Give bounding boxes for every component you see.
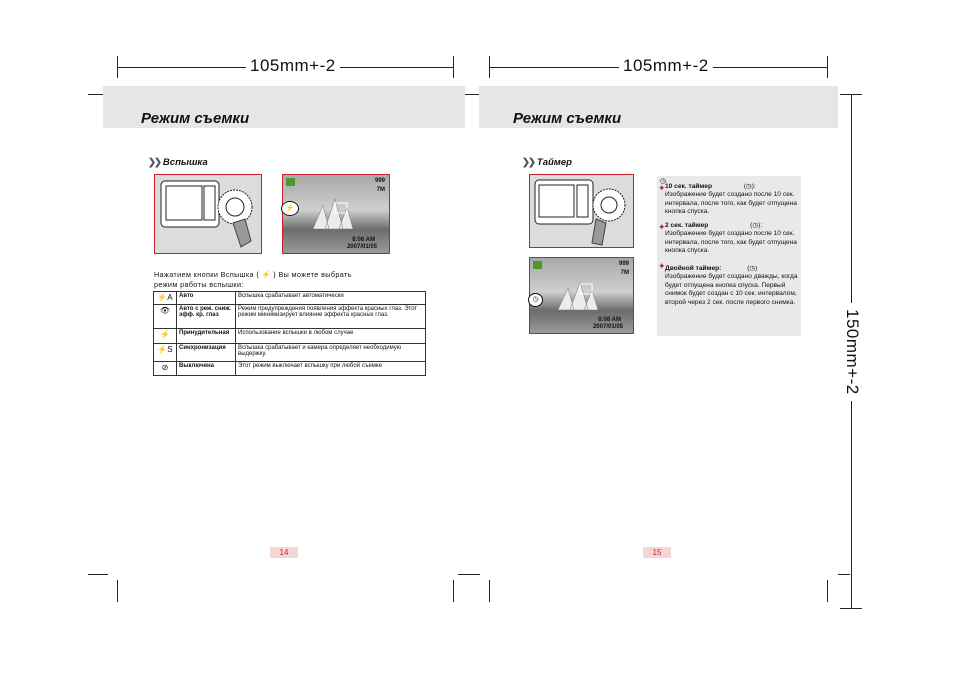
crop-mark <box>88 574 108 575</box>
dim-label-right: 150mm+-2 <box>842 303 862 401</box>
page-number-left: 14 <box>270 547 298 558</box>
chevron-right-icon: ❯❯ <box>522 157 534 168</box>
lcd-preview <box>529 257 634 334</box>
dim-tick <box>453 56 454 78</box>
capture-date: 2007/01/05 <box>592 324 623 330</box>
timer-2s-heading: 2 сек. таймер <box>665 222 709 229</box>
crop-mark <box>838 574 850 575</box>
flash-modes-table <box>153 291 426 376</box>
star-icon: ✦ <box>658 183 666 193</box>
timer-2s-icon: (◷): <box>750 222 763 229</box>
flash-icon: ⚡ <box>259 270 274 279</box>
camera-back-illustration <box>154 174 262 254</box>
page-number-right: 15 <box>643 547 671 558</box>
lcd-preview <box>282 174 390 254</box>
table-row: 👁 Авто с реж. сниж. эфф. кр. глаз Режим предупреждения появления эффекта красных глаз. Этот режим минимизирует влияние эффекта красных глаз. <box>154 305 426 329</box>
capture-time: 8:08 AM <box>598 317 621 323</box>
star-icon: ✦ <box>658 261 666 271</box>
dim-tick <box>117 56 118 78</box>
table-row: ⚡S Синхронизация Вспышка срабатывает и камера определяет необходимую выдержку. <box>154 344 426 362</box>
star-icon: ✦ <box>658 222 666 232</box>
image-size: 7M <box>620 270 629 276</box>
chevron-right-icon: ❯❯ <box>148 157 160 168</box>
timer-double-heading: Двойной таймер: <box>665 265 722 272</box>
camera-mode-icon <box>286 178 295 186</box>
timer-2s-description: Изображение будет создано после 10 сек. интервала, после того, как будет отпущена кнопка спуска. <box>665 230 797 255</box>
timer-10s-heading: 10 сек. таймер <box>665 183 712 190</box>
section-heading-timer: ❯❯ Таймер <box>522 157 572 168</box>
camera-mode-icon <box>533 261 542 269</box>
camera-back-illustration <box>529 174 634 248</box>
table-row: ⊘ Выключена Этот режим выключает вспышку при любой съемке <box>154 362 426 376</box>
shots-remaining: 999 <box>618 261 629 267</box>
table-row: ⚡A Авто Вспышка срабатывает автоматически <box>154 292 426 305</box>
dim-tick <box>840 94 862 95</box>
dim-label-top-left: 105mm+-2 <box>246 56 340 76</box>
capture-time: 8:08 AM <box>352 237 375 243</box>
dim-tick <box>827 56 828 78</box>
crop-mark <box>827 580 828 602</box>
flash-sync-icon: ⚡S <box>154 344 177 362</box>
page-title: Режим съемки <box>141 110 250 127</box>
crop-mark <box>453 580 454 602</box>
crop-mark <box>117 580 118 602</box>
dim-tick <box>489 56 490 78</box>
flash-forced-icon: ⚡ <box>154 329 177 344</box>
flash-off-icon: ⊘ <box>154 362 177 376</box>
table-row: ⚡ Принудительная Использование вспышки в любом случае <box>154 329 426 344</box>
camera-back-drawing <box>155 175 261 253</box>
timer-double-icon: (◷) <box>747 265 758 272</box>
dim-label-top-right: 105mm+-2 <box>619 56 713 76</box>
flash-auto-icon: ⚡A <box>154 292 177 305</box>
image-size: 7M <box>376 187 385 193</box>
flash-intro-text: Нажатием кнопки Вспышка ( ⚡ ) Вы можете выбрать режим работы вспышки: <box>154 270 352 289</box>
flash-indicator-circle: ⚡ <box>281 201 299 216</box>
timer-10s-description: Изображение будет создано после 10 сек. интервала, после того, как будет отпущена кнопка спуска. <box>665 191 797 216</box>
timer-10s-icon: (◷): <box>743 183 756 190</box>
self-timer-indicator-circle: ◷ <box>528 293 543 307</box>
page-title-banner-right <box>479 86 838 128</box>
crop-mark <box>489 580 490 602</box>
dim-tick <box>840 608 862 609</box>
camera-back-drawing <box>530 175 633 247</box>
capture-date: 2007/01/05 <box>346 244 377 250</box>
timer-icon: ◷ <box>660 178 667 185</box>
red-eye-icon: 👁 <box>154 305 177 329</box>
crop-mark <box>458 574 480 575</box>
timer-double-description: Изображение будет создано дважды, когда будет отпущена кнопка спуска. Первый снимок будет создан с 10 сек. интервалом, второй через 2 сек. после первого снимка. <box>665 273 798 306</box>
page-title-banner-left <box>103 86 465 128</box>
page-title: Режим съемки <box>513 110 622 127</box>
section-heading-flash: ❯❯ Вспышка <box>148 157 208 168</box>
shots-remaining: 999 <box>374 178 385 184</box>
timer-modes-panel <box>657 176 801 336</box>
